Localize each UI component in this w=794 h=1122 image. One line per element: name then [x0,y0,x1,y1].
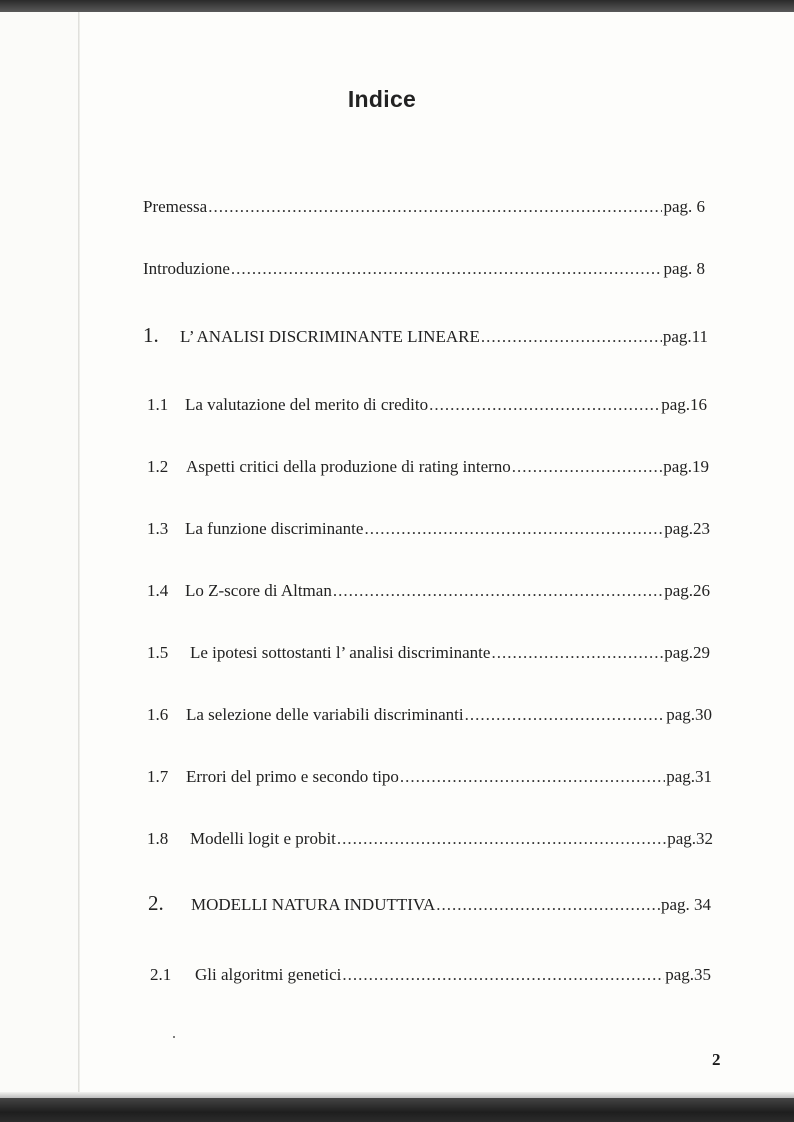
toc-entry-1-3 [147,519,710,539]
toc-entry-page: pag.29 [664,643,710,662]
toc-entry-number: 1.1 [147,395,169,414]
toc-leader-dots [400,767,665,787]
toc-entry-text: La valutazione del merito di credito [185,395,429,414]
toc-entry-page: pag.23 [664,519,710,538]
toc-entry-number: 1. [143,323,159,347]
toc-entry-text: La selezione delle variabili discriminanti [186,705,464,724]
scan-bottom-edge [0,1098,794,1122]
toc-entry-page: pag.26 [664,581,710,600]
toc-leader-dots [342,965,664,985]
toc-entry-number: 2. [148,891,164,915]
toc-entry-page: pag.30 [666,705,712,724]
scan-speck [173,1036,175,1038]
toc-leader-dots [337,829,666,849]
toc-leader-dots [465,705,666,725]
toc-entry-page: pag. 6 [663,197,705,216]
toc-entry-introduzione [143,259,705,279]
toc-entry-1-1 [147,395,707,415]
toc-entry-text: Introduzione [143,259,230,278]
toc-entry-1-7 [147,767,712,787]
toc-entry-1-4 [147,581,710,601]
toc-entry-1-6 [147,705,712,725]
toc-entry-text: L’ ANALISI DISCRIMINANTE LINEARE [180,327,480,346]
toc-leader-dots [231,259,663,279]
page-number: 2 [712,1050,721,1069]
toc-entry-number: 1.3 [147,519,169,538]
toc-entry-text: Errori del primo e secondo tipo [186,767,399,786]
toc-entry-page: pag.16 [661,395,707,414]
toc-entry-text: Modelli logit e probit [190,829,336,848]
toc-entry-number: 2.1 [150,965,172,984]
toc-entry-text: La funzione discriminante [185,519,364,538]
toc-entry-1-5 [147,643,710,663]
toc-leader-dots [333,581,663,601]
toc-entry-text: Premessa [143,197,208,216]
toc-entry-page: pag.11 [662,327,708,346]
toc-entry-chapter-2 [148,891,711,916]
toc-entry-text: Gli algoritmi genetici [195,965,342,984]
toc-entry-number: 1.4 [147,581,169,600]
toc-entry-1-8 [147,829,713,849]
toc-leader-dots [429,395,660,415]
binding-edge-line [78,12,80,1098]
toc-entry-page: pag.19 [663,457,709,476]
toc-leader-dots [208,197,662,217]
toc-leader-dots [512,457,662,477]
toc-entry-premessa [143,197,705,217]
binding-margin [0,12,78,1098]
toc-leader-dots [481,327,662,347]
toc-entry-number: 1.7 [147,767,169,786]
toc-leader-dots [491,643,663,663]
toc-entry-text: Lo Z-score di Altman [185,581,332,600]
toc-entry-text: Aspetti critici della produzione di rating interno [186,457,511,476]
toc-entry-page: pag.32 [667,829,713,848]
scan-top-edge [0,0,794,12]
toc-entry-chapter-1 [143,323,708,348]
toc-entry-2-1 [150,965,711,985]
toc-entry-text: MODELLI NATURA INDUTTIVA [191,895,436,914]
toc-entry-page: pag.35 [665,965,711,984]
toc-entry-number: 1.2 [147,457,169,476]
toc-leader-dots [436,895,660,915]
toc-entry-page: pag.31 [666,767,712,786]
toc-entry-page: pag. 34 [660,895,711,914]
toc-entry-number: 1.8 [147,829,169,848]
toc-entry-number: 1.5 [147,643,169,662]
toc-entry-text: Le ipotesi sottostanti l’ analisi discriminante [190,643,491,662]
toc-entry-1-2 [147,457,709,477]
toc-entry-number: 1.6 [147,705,169,724]
toc-leader-dots [364,519,663,539]
toc-entry-page: pag. 8 [663,259,705,278]
page-title: Indice [347,86,417,112]
